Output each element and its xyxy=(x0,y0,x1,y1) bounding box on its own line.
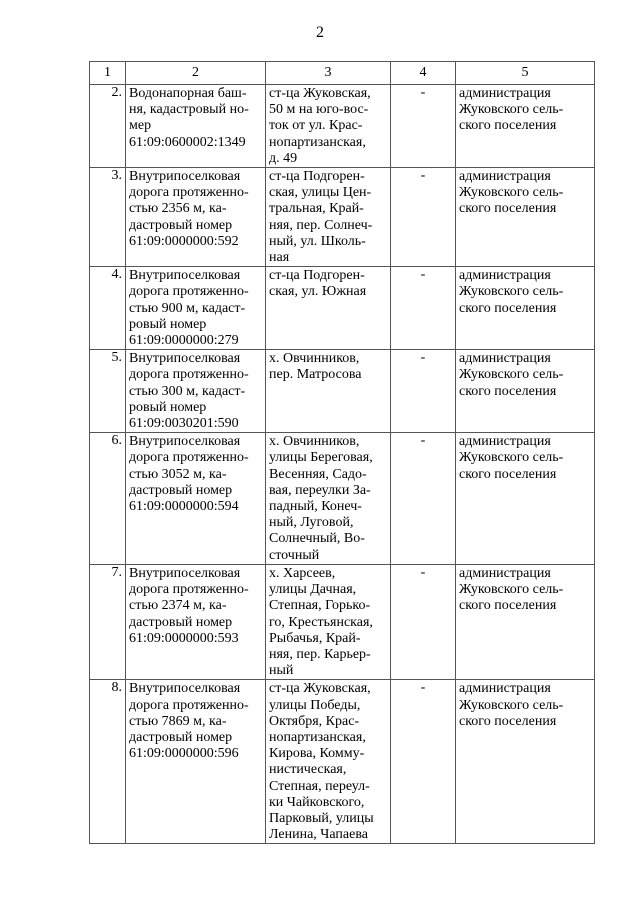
col4-value: - xyxy=(391,350,456,433)
table-row xyxy=(90,564,595,679)
col4-value: - xyxy=(391,564,456,679)
owner-name: администрация Жуковского сель- ского поселения xyxy=(456,350,595,433)
owner-name: администрация Жуковского сель- ского поселения xyxy=(456,168,595,267)
row-number: 4. xyxy=(90,267,126,350)
row-number: 2. xyxy=(90,85,126,168)
owner-name: администрация Жуковского сель- ского поселения xyxy=(456,85,595,168)
owner-name: администрация Жуковского сель- ского поселения xyxy=(456,433,595,565)
table-header-row xyxy=(90,62,595,85)
row-number: 6. xyxy=(90,433,126,565)
col4-value: - xyxy=(391,85,456,168)
object-description: Внутрипоселковая дорога протяженно- стью 7869 м, ка- дастровый номер 61:09:0000000:596 xyxy=(126,680,266,844)
object-description: Водонапорная баш- ня, кадастровый но- мер 61:09:0600002:1349 xyxy=(126,85,266,168)
object-address: х. Харсеев, улицы Дачная, Степная, Горько- го, Крестьянская, Рыбачья, Край- няя, пер. Карьер- ный xyxy=(266,564,391,679)
owner-name: администрация Жуковского сель- ского поселения xyxy=(456,680,595,844)
object-description: Внутрипоселковая дорога протяженно- стью 2356 м, ка- дастровый номер 61:09:0000000:592 xyxy=(126,168,266,267)
col4-value: - xyxy=(391,168,456,267)
table-row xyxy=(90,267,595,350)
col4-value: - xyxy=(391,680,456,844)
row-number: 3. xyxy=(90,168,126,267)
object-description: Внутрипоселковая дорога протяженно- стью 3052 м, ка- дастровый номер 61:09:0000000:594 xyxy=(126,433,266,565)
header-cell: 5 xyxy=(456,62,595,85)
col4-value: - xyxy=(391,267,456,350)
row-number: 5. xyxy=(90,350,126,433)
row-number: 7. xyxy=(90,564,126,679)
table-row xyxy=(90,350,595,433)
object-address: х. Овчинников, улицы Береговая, Весенняя, Садо- вая, переулки За- падный, Конеч- ный, Луговой, Солнечный, Во- сточный xyxy=(266,433,391,565)
object-description: Внутрипоселковая дорога протяженно- стью 300 м, кадаст- ровый номер 61:09:0030201:590 xyxy=(126,350,266,433)
page-number: 2 xyxy=(316,24,324,41)
object-address: ст-ца Жуковская, 50 м на юго-вос- ток от ул. Крас- нопартизанская, д. 49 xyxy=(266,85,391,168)
table-row xyxy=(90,168,595,267)
table-row xyxy=(90,85,595,168)
table-row xyxy=(90,433,595,565)
owner-name: администрация Жуковского сель- ского поселения xyxy=(456,564,595,679)
header-cell: 1 xyxy=(90,62,126,85)
object-address: ст-ца Подгорен- ская, улицы Цен- тральная, Край- няя, пер. Солнеч- ный, ул. Школь- ная xyxy=(266,168,391,267)
object-address: ст-ца Подгорен- ская, ул. Южная xyxy=(266,267,391,350)
header-cell: 3 xyxy=(266,62,391,85)
header-cell: 2 xyxy=(126,62,266,85)
header-cell: 4 xyxy=(391,62,456,85)
owner-name: администрация Жуковского сель- ского поселения xyxy=(456,267,595,350)
property-table xyxy=(89,61,595,844)
row-number: 8. xyxy=(90,680,126,844)
object-address: х. Овчинников, пер. Матросова xyxy=(266,350,391,433)
col4-value: - xyxy=(391,433,456,565)
object-description: Внутрипоселковая дорога протяженно- стью 900 м, кадаст- ровый номер 61:09:0000000:279 xyxy=(126,267,266,350)
object-address: ст-ца Жуковская, улицы Победы, Октября, Крас- нопартизанская, Кирова, Комму- нистическая, Степная, переул- ки Чайковского, Парковый, улицы Ленина, Чапаева xyxy=(266,680,391,844)
object-description: Внутрипоселковая дорога протяженно- стью 2374 м, ка- дастровый номер 61:09:0000000:593 xyxy=(126,564,266,679)
table-row xyxy=(90,680,595,844)
